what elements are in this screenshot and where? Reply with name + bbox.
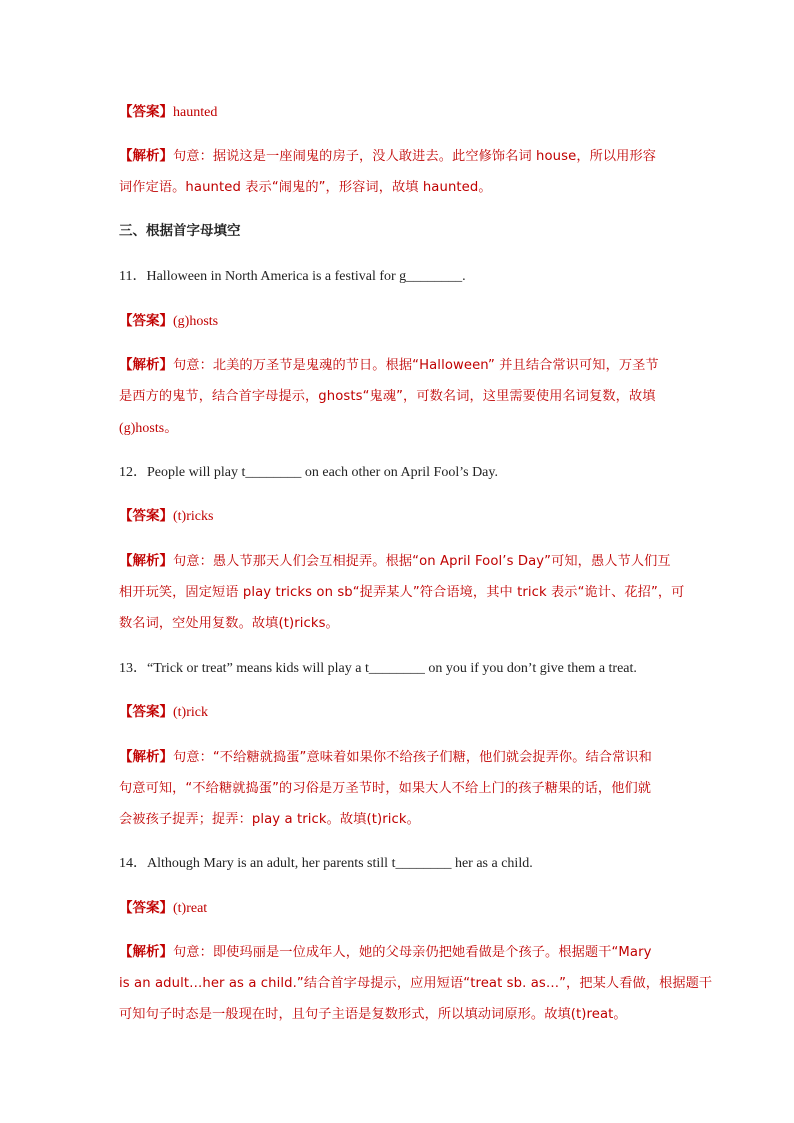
answer-label: 【答案】 (119, 104, 173, 120)
question-text: 14．Although Mary is an adult, her parents still t________ her as a child. (119, 856, 533, 871)
analysis-11 (119, 350, 677, 444)
question-11 (119, 261, 677, 292)
analysis-line: 可知句子时态是一般现在时，且句子主语是复数形式，所以填动词原形。故填(t)reat。 (119, 1007, 627, 1022)
section-heading (119, 216, 677, 247)
question-14 (119, 848, 677, 879)
analysis-line: is an adult…her as a child.”结合首字母提示，应用短语“treat sb. as…”，把某人看做，根据题干 (119, 976, 713, 991)
analysis-line: 句意可知，“不给糖就捣蛋”的习俗是万圣节时，如果大人不给上门的孩子糖果的话，他们就 (119, 781, 652, 796)
answer-14 (119, 893, 677, 924)
question-text: 12．People will play t________ on each other on April Fool’s Day. (119, 465, 498, 480)
question-13 (119, 653, 677, 684)
analysis-label: 【解析】 (119, 944, 173, 960)
analysis-10 (119, 141, 677, 203)
answer-text: (t)rick (173, 705, 208, 720)
analysis-label: 【解析】 (119, 148, 173, 164)
answer-13 (119, 697, 677, 728)
analysis-line: 相开玩笑，固定短语 play tricks on sb“捉弄某人”符合语境，其中 trick 表示“诡计、花招”，可 (119, 585, 685, 600)
analysis-line: 句意：北美的万圣节是鬼魂的节日。根据“Halloween” 并且结合常识可知，万圣节 (173, 358, 659, 373)
answer-text: (t)reat (173, 901, 208, 916)
answer-text: haunted (173, 105, 218, 120)
analysis-label: 【解析】 (119, 553, 173, 569)
analysis-12 (119, 546, 685, 639)
analysis-13 (119, 742, 677, 835)
question-text: 11．Halloween in North America is a festival for g________. (119, 269, 466, 284)
analysis-line: 数名词，空处用复数。故填(t)ricks。 (119, 616, 339, 631)
answer-12 (119, 501, 677, 532)
analysis-line: 句意：据说这是一座闹鬼的房子，没人敢进去。此空修饰名词 house，所以用形容 (173, 149, 657, 164)
analysis-line: 词作定语。haunted 表示“闹鬼的”，形容词，故填 haunted。 (119, 180, 492, 195)
answer-10 (119, 97, 677, 128)
answer-text: (t)ricks (173, 509, 214, 524)
analysis-line: 句意：愚人节那天人们会互相捉弄。根据“on April Fool’s Day”可知，愚人节人们互 (173, 554, 671, 569)
answer-label: 【答案】 (119, 508, 173, 524)
question-12 (119, 457, 677, 488)
section-title: 三、根据首字母填空 (119, 223, 241, 239)
answer-label: 【答案】 (119, 900, 173, 916)
analysis-line: (g)hosts。 (119, 420, 179, 435)
analysis-line: 句意：即使玛丽是一位成年人，她的父母亲仍把她看做是个孩子。根据题干“Mary (173, 945, 652, 960)
analysis-label: 【解析】 (119, 357, 173, 373)
answer-text: (g)hosts (173, 314, 219, 329)
analysis-label: 【解析】 (119, 749, 173, 765)
analysis-14 (119, 937, 713, 1030)
answer-label: 【答案】 (119, 704, 173, 720)
analysis-line: 是西方的鬼节，结合首字母提示，ghosts“鬼魂”，可数名词，这里需要使用名词复数，故填 (119, 389, 656, 404)
answer-label: 【答案】 (119, 313, 173, 329)
question-text: 13．“Trick or treat” means kids will play a t________ on you if you don’t give them a treat. (119, 661, 637, 676)
analysis-line: 会被孩子捉弄；捉弄：play a trick。故填(t)rick。 (119, 812, 420, 827)
answer-11 (119, 306, 677, 337)
analysis-line: 句意：“不给糖就捣蛋”意味着如果你不给孩子们糖，他们就会捉弄你。结合常识和 (173, 750, 652, 765)
